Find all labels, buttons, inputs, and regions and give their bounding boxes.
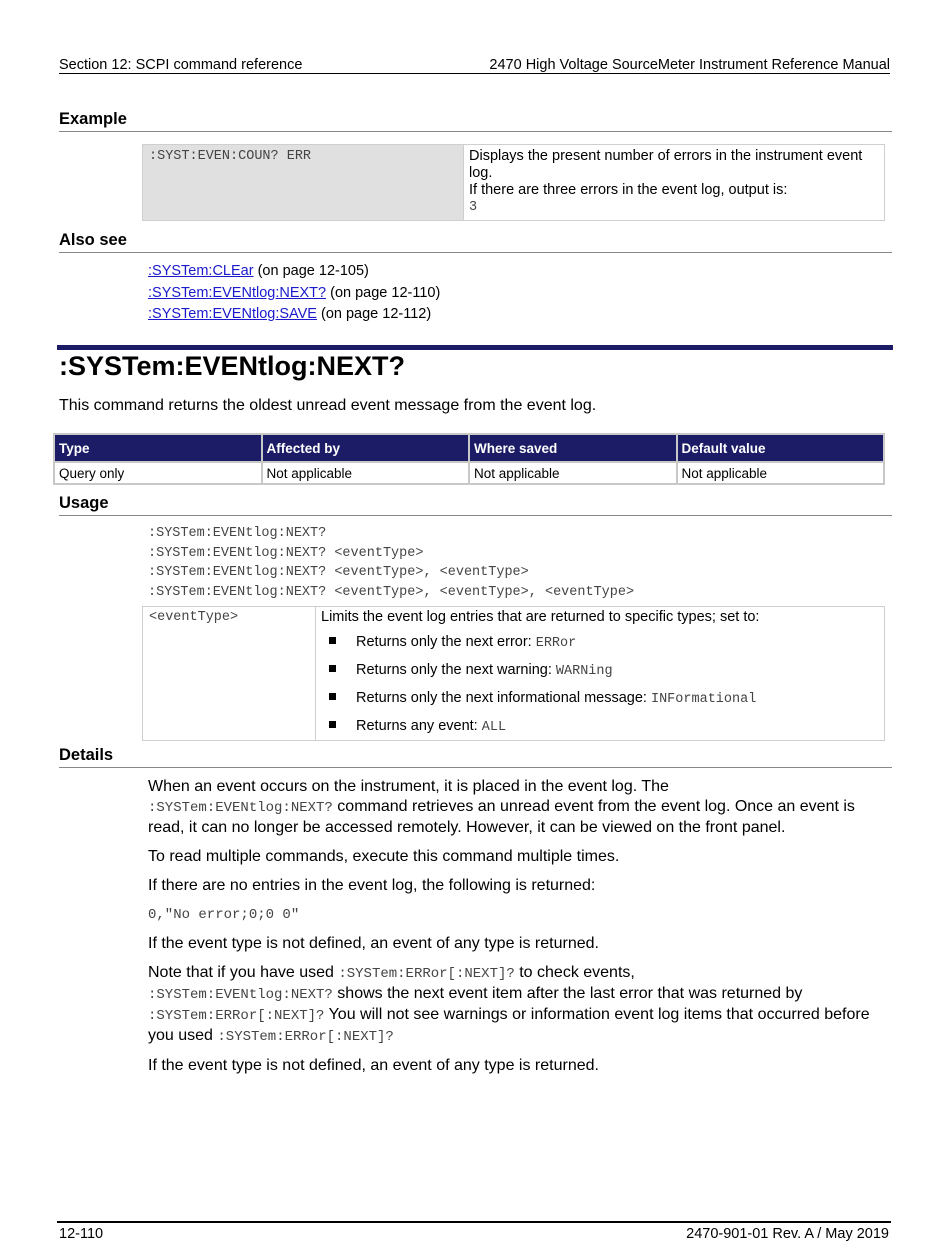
example-desc-line1: Displays the present number of errors in the instrument event log. bbox=[469, 148, 863, 181]
details-paragraph: If the event type is not defined, an event of any type is returned. bbox=[148, 935, 599, 952]
details-heading: Details bbox=[59, 746, 892, 768]
bullet-icon bbox=[329, 637, 336, 644]
page-header bbox=[59, 57, 890, 74]
command-title: :SYSTem:EVENtlog:NEXT? bbox=[59, 351, 406, 381]
details-paragraph: If the event type is not defined, an event of any type is returned. bbox=[148, 1057, 599, 1074]
also-see-item bbox=[148, 283, 440, 305]
usage-line: :SYSTem:EVENtlog:NEXT? <eventType> bbox=[148, 545, 424, 561]
header-section: Section 12: SCPI command reference bbox=[59, 57, 303, 73]
link-page-ref: (on page 12-110) bbox=[326, 284, 441, 301]
param-description bbox=[316, 607, 885, 741]
value-affected-by: Not applicable bbox=[262, 462, 470, 484]
value-type: Query only bbox=[54, 462, 262, 484]
header-where-saved: Where saved bbox=[469, 434, 677, 462]
text: You will not see warnings or information event log items that occurred before you used bbox=[148, 1006, 870, 1044]
option-text: Returns only the next warning: bbox=[356, 662, 556, 678]
page-footer bbox=[57, 1221, 891, 1243]
bullet-icon bbox=[329, 693, 336, 700]
usage-heading: Usage bbox=[59, 494, 892, 516]
details-paragraph bbox=[148, 963, 893, 1047]
param-name: <eventType> bbox=[143, 607, 316, 741]
example-heading: Example bbox=[59, 110, 892, 132]
also-see-heading: Also see bbox=[59, 231, 892, 253]
param-option bbox=[321, 689, 879, 709]
example-command: :SYST:EVEN:COUN? ERR bbox=[143, 145, 464, 221]
inline-code: :SYSTem:EVENtlog:NEXT? bbox=[148, 800, 333, 816]
details-code-block: 0,"No error;0;0 0" bbox=[148, 907, 300, 923]
header-manual-title: 2470 High Voltage SourceMeter Instrument Reference Manual bbox=[489, 57, 890, 73]
attributes-header-row bbox=[54, 434, 884, 462]
link-system-clear[interactable]: :SYSTem:CLEar bbox=[148, 263, 254, 279]
example-table bbox=[142, 144, 885, 221]
option-code: INFormational bbox=[650, 692, 757, 707]
command-intro: This command returns the oldest unread event message from the event log. bbox=[59, 397, 597, 414]
option-text: Returns only the next informational message: bbox=[356, 690, 651, 706]
option-text: Returns any event: bbox=[356, 718, 482, 734]
inline-code: :SYSTem:EVENtlog:NEXT? bbox=[148, 987, 333, 1003]
text: command retrieves an unread event from the event log. Once an event is read, it can no longer be accessed remotely. However, it can be viewed on the front panel. bbox=[148, 798, 855, 836]
text: When an event occurs on the instrument, it is placed in the event log. The bbox=[148, 778, 669, 795]
example-description bbox=[464, 145, 885, 221]
usage-syntax bbox=[148, 524, 634, 602]
footer-revision: 2470-901-01 Rev. A / May 2019 bbox=[686, 1226, 889, 1242]
inline-code: :SYSTem:ERRor[:NEXT]? bbox=[217, 1029, 394, 1045]
inline-code: :SYSTem:ERRor[:NEXT]? bbox=[338, 966, 515, 982]
details-paragraph: If there are no entries in the event log, the following is returned: bbox=[148, 877, 596, 894]
also-see-item bbox=[148, 261, 440, 283]
param-option bbox=[321, 717, 879, 737]
param-option bbox=[321, 661, 879, 681]
details-paragraph: To read multiple commands, execute this command multiple times. bbox=[148, 848, 620, 865]
details-paragraph bbox=[148, 777, 893, 838]
link-eventlog-next[interactable]: :SYSTem:EVENtlog:NEXT? bbox=[148, 284, 327, 301]
param-desc-text: Limits the event log entries that are returned to specific types; set to: bbox=[321, 609, 760, 625]
details-body bbox=[148, 777, 893, 1085]
parameter-table bbox=[142, 606, 885, 741]
param-options-list bbox=[321, 633, 879, 737]
link-page-ref: (on page 12-105) bbox=[253, 263, 369, 279]
attributes-table bbox=[53, 433, 885, 485]
footer-page-number: 12-110 bbox=[59, 1226, 104, 1242]
example-desc-line2: If there are three errors in the event log, output is: bbox=[469, 182, 788, 198]
text: to check events, bbox=[514, 964, 635, 981]
link-page-ref: (on page 12-112) bbox=[316, 306, 432, 322]
option-code: ERRor bbox=[535, 636, 577, 651]
header-affected-by: Affected by bbox=[262, 434, 470, 462]
bullet-icon bbox=[329, 721, 336, 728]
command-divider bbox=[57, 345, 893, 350]
usage-line: :SYSTem:EVENtlog:NEXT? bbox=[148, 526, 327, 541]
bullet-icon bbox=[329, 665, 336, 672]
example-output: 3 bbox=[469, 200, 478, 215]
option-code: ALL bbox=[481, 720, 507, 735]
usage-line: :SYSTem:EVENtlog:NEXT? <eventType>, <eventType>, <eventType> bbox=[148, 584, 635, 600]
text: Note that if you have used bbox=[148, 964, 339, 981]
inline-code: :SYSTem:ERRor[:NEXT]? bbox=[148, 1008, 325, 1024]
header-type: Type bbox=[54, 434, 262, 462]
param-option bbox=[321, 633, 879, 653]
text: shows the next event item after the last error that was returned by bbox=[332, 985, 803, 1002]
also-see-item bbox=[148, 304, 440, 326]
value-where-saved: Not applicable bbox=[469, 462, 677, 484]
also-see-list bbox=[148, 261, 440, 326]
attributes-value-row bbox=[54, 462, 884, 484]
option-text: Returns only the next error: bbox=[356, 634, 536, 650]
value-default-value: Not applicable bbox=[677, 462, 885, 484]
header-default-value: Default value bbox=[677, 434, 885, 462]
option-code: WARNing bbox=[555, 664, 613, 679]
usage-line: :SYSTem:EVENtlog:NEXT? <eventType>, <eventType> bbox=[148, 565, 529, 580]
link-eventlog-save[interactable]: :SYSTem:EVENtlog:SAVE bbox=[148, 306, 317, 322]
